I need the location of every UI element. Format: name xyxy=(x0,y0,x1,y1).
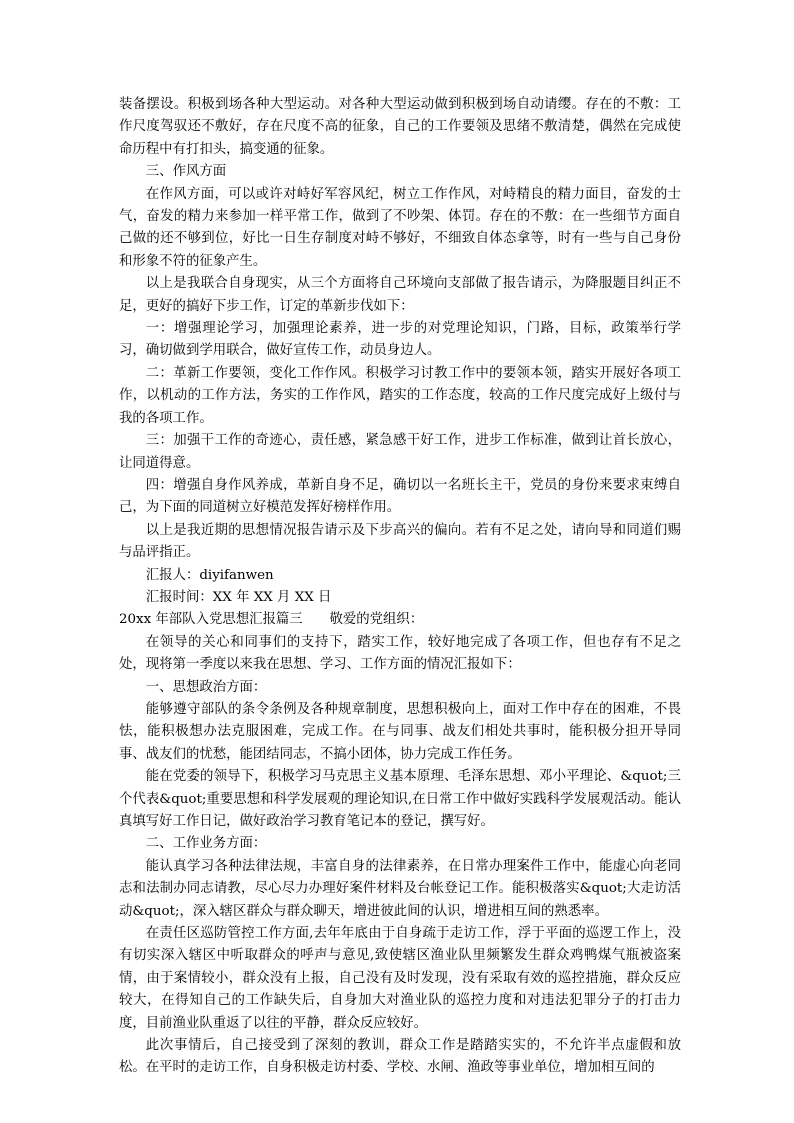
paragraph: 能够遵守部队的条令条例及各种规章制度，思想积极向上，面对工作中存在的困难，不畏怯，能积极想办法克服困难，完成工作。在与同事、战友们相处共事时，能积极分担开导同事、战友们的忧愁，能团结同志，不搞小团体，协力完成工作任务。 xyxy=(119,701,681,762)
section-heading: 一、思想政治方面： xyxy=(145,679,267,695)
paragraph: 此次事情后，自己接受到了深刻的教训，群众工作是踏踏实实的，不允许半点虚假和放松。在平时的走访工作，自身积极走访村委、学校、水闸、渔政等事业单位，增加相互间的 xyxy=(119,1038,681,1076)
paragraph: 在领导的关心和同事们的支持下，踏实工作，较好地完成了各项工作，但也存有不足之处，现将第一季度以来我在思想、学习、工作方面的情况汇报如下： xyxy=(119,634,681,673)
article-title: 20xx 年部队入党思想汇报篇三 敬爱的党组织： xyxy=(119,612,424,628)
paragraph: 以上是我联合自身现实，从三个方面将自己环境向支部做了报告请示，为降服题目纠正不足，更好的搞好下步工作，订定的革新步伐如下： xyxy=(119,276,681,314)
paragraph: 二：革新工作要领，变化工作作风。积极学习讨教工作中的要领本领，踏实开展好各项工作，以机动的工作方法，务实的工作作风，踏实的工作态度，较高的工作尺度完成好上级付与我的各项工作。 xyxy=(119,365,681,426)
paragraph: 装备摆设。积极到场各种大型运动。对各种大型运动做到积极到场自动请缨。存在的不敷：工作尺度驾驭还不敷好，存在尺度不高的征象，自己的工作要领及思绪不敷清楚，偶然在完成使命历程中有打扣头，搞变通的征象。 xyxy=(119,97,681,157)
paragraph: 在作风方面，可以或许对峙好军容风纪，树立工作作风，对峙精良的精力面目，奋发的士气，奋发的精力来参加一样平常工作，做到了不吵架、体罚。存在的不敷：在一些细节方面自己做的还不够到位，好比一日生存制度对峙不够好，不细致自体态拿等，时有一些与自己身份和形象不符的征象产生。 xyxy=(119,186,681,269)
document-page xyxy=(119,94,681,1080)
paragraph: 能在党委的领导下，积极学习马克思主义基本原理、毛泽东思想、邓小平理论、&quot;三个代表&quot;重要思想和科学发展观的理论知识,在日常工作中做好实践科学发展观活动。能认真填写好工作日记，做好政治学习教育笔记本的登记，撰写好。 xyxy=(119,769,681,829)
section-heading: 三、作风方面 xyxy=(145,164,227,180)
paragraph: 能认真学习各种法律法规，丰富自身的法律素养，在日常办理案件工作中，能虚心向老同志和法制办同志请教，尽心尽力办理好案件材料及台帐登记工作。能积极落实&quot;大走访活动&quot;，深入辖区群众与群众聊天，增进彼此间的认识，增进相互间的熟悉率。 xyxy=(119,858,681,919)
report-date-line: 汇报时间：XX 年 XX 月 XX 日 xyxy=(145,589,332,605)
paragraph: 一：增强理论学习，加强理论素养，进一步的对党理论知识，门路，目标，政策举行学习，确切做到学用联合，做好宣传工作，动员身边人。 xyxy=(119,321,681,359)
reporter-line: 汇报人：diyifanwen xyxy=(145,567,274,583)
paragraph: 在责任区巡防管控工作方面,去年年底由于自身疏于走访工作，浮于平面的巡逻工作上，没有切实深入辖区中听取群众的呼声与意见,致使辖区渔业队里频繁发生群众鸡鸭煤气瓶被盗案情，由于案情较小，群众没有上报，自己没有及时发现，没有采取有效的巡控措施，群众反应较大，在得知自己的工作缺失后，自身加大对渔业队的巡控力度和对违法犯罪分子的打击力度，目前渔业队重返了以往的平静，群众反应较好。 xyxy=(119,926,681,1031)
paragraph: 三：加强干工作的奇迹心，责任感，紧急感干好工作，进步工作标准，做到让首长放心，让同道得意。 xyxy=(119,433,681,471)
paragraph: 四：增强自身作风养成，革新自身不足，确切以一名班长主干，党员的身份来要求束缚自己，为下面的同道树立好模范发挥好榜样作用。 xyxy=(119,477,681,516)
section-heading: 二、工作业务方面： xyxy=(145,836,267,852)
paragraph: 以上是我近期的思想情况报告请示及下步高兴的偏向。若有不足之处，请向导和同道们赐与品评指正。 xyxy=(119,522,681,561)
